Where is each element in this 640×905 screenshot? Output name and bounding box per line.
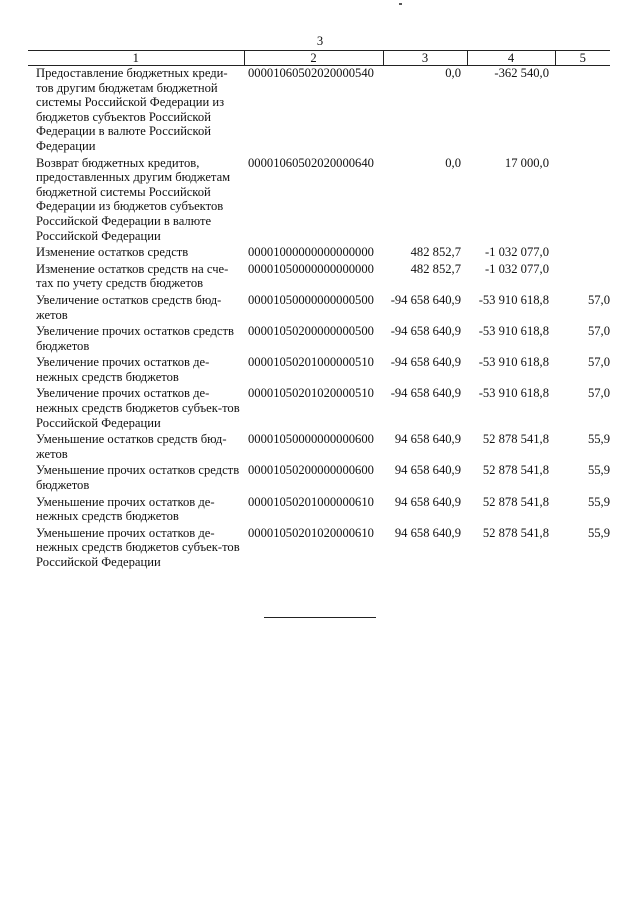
row-percent-cell: 55,9 xyxy=(587,494,610,509)
row-value-col3-cell: -94 658 640,9 xyxy=(390,324,461,339)
table-header-row xyxy=(28,51,610,66)
row-percent-cell xyxy=(555,262,610,293)
table-row xyxy=(28,324,610,355)
row-value-col3-cell: 94 658 640,9 xyxy=(394,432,461,447)
table-row xyxy=(28,386,610,432)
row-name-cell: Увеличение остатков средств бюд-жетов xyxy=(36,292,222,322)
table-row xyxy=(28,526,610,572)
scan-speck xyxy=(399,3,402,5)
row-percent-cell: 57,0 xyxy=(587,355,610,370)
row-value-col3-cell: 94 658 640,9 xyxy=(394,494,461,509)
column-header-5: 5 xyxy=(555,51,610,66)
row-name-cell: Возврат бюджетных кредитов, предоставленных другим бюджетам бюджетной системы Российской Федерации из бюджетов субъектов Российской Федерации в валюте Российской Федерации xyxy=(36,155,231,243)
table-row xyxy=(28,495,610,526)
row-value-col3-cell: 0,0 xyxy=(445,155,461,170)
column-header-1: 1 xyxy=(28,51,244,66)
table-row xyxy=(28,156,610,246)
row-value-col3-cell: 94 658 640,9 xyxy=(394,525,461,540)
row-value-col3-cell: 482 852,7 xyxy=(410,245,461,260)
row-code-cell: 00001050000000000000 xyxy=(248,261,374,276)
row-value-col3-cell: 94 658 640,9 xyxy=(394,463,461,478)
table-row xyxy=(28,245,610,262)
row-value-col4-cell: 52 878 541,8 xyxy=(482,494,549,509)
row-percent-cell: 57,0 xyxy=(587,324,610,339)
row-name-cell: Увеличение прочих остатков де-нежных средств бюджетов субъек-тов Российской Федерации xyxy=(36,386,240,430)
row-value-col3-cell: -94 658 640,9 xyxy=(390,292,461,307)
table-row xyxy=(28,293,610,324)
row-value-col4-cell: -1 032 077,0 xyxy=(484,245,549,260)
row-percent-cell: 55,9 xyxy=(587,432,610,447)
row-name-cell: Изменение остатков средств на сче-тах по учету средств бюджетов xyxy=(36,261,229,291)
column-header-2: 2 xyxy=(244,51,383,66)
row-value-col4-cell: -53 910 618,8 xyxy=(478,355,549,370)
row-code-cell: 00001050201020000510 xyxy=(248,386,374,401)
row-value-col4-cell: -362 540,0 xyxy=(494,66,549,80)
row-code-cell: 00001050201000000610 xyxy=(248,494,374,509)
table-row xyxy=(28,66,610,156)
row-code-cell: 00001050000000000600 xyxy=(248,432,374,447)
row-value-col3-cell: 0,0 xyxy=(445,66,461,80)
row-value-col4-cell: -53 910 618,8 xyxy=(478,292,549,307)
column-header-3: 3 xyxy=(383,51,467,66)
table-row xyxy=(28,355,610,386)
table-row xyxy=(28,463,610,494)
table-body xyxy=(28,66,610,572)
row-code-cell: 00001050201020000610 xyxy=(248,525,374,540)
row-percent-cell: 57,0 xyxy=(587,292,610,307)
row-value-col4-cell: -53 910 618,8 xyxy=(478,386,549,401)
row-code-cell: 00001060502020000640 xyxy=(248,155,374,170)
row-name-cell: Предоставление бюджетных креди-тов другим бюджетам бюджетной системы Российской Федерации из бюджетов субъектов Российской Федерации в валюте Российской Федерации xyxy=(36,66,228,153)
row-name-cell: Увеличение прочих остатков де-нежных средств бюджетов xyxy=(36,355,210,384)
row-percent-cell xyxy=(555,245,610,262)
row-value-col3-cell: -94 658 640,9 xyxy=(390,355,461,370)
column-header-4: 4 xyxy=(467,51,555,66)
row-code-cell: 00001000000000000000 xyxy=(248,245,374,260)
row-value-col4-cell: 52 878 541,8 xyxy=(482,463,549,478)
row-code-cell: 00001050000000000500 xyxy=(248,292,374,307)
table-row xyxy=(28,262,610,293)
end-rule xyxy=(264,617,376,618)
row-percent-cell: 55,9 xyxy=(587,463,610,478)
row-value-col4-cell: 52 878 541,8 xyxy=(482,525,549,540)
row-percent-cell: 57,0 xyxy=(587,386,610,401)
budget-sources-table xyxy=(28,50,610,572)
row-value-col4-cell: -53 910 618,8 xyxy=(478,324,549,339)
row-name-cell: Уменьшение прочих остатков средств бюджетов xyxy=(36,463,240,493)
row-name-cell: Увеличение прочих остатков средств бюджетов xyxy=(36,324,234,353)
row-code-cell: 00001050200000000600 xyxy=(248,463,374,478)
row-value-col4-cell: -1 032 077,0 xyxy=(484,261,549,276)
table-row xyxy=(28,432,610,463)
row-name-cell: Уменьшение остатков средств бюд-жетов xyxy=(36,432,227,461)
row-name-cell: Уменьшение прочих остатков де-нежных средств бюджетов субъек-тов Российской Федерации xyxy=(36,525,240,569)
row-name-cell: Изменение остатков средств xyxy=(36,245,189,260)
row-percent-cell xyxy=(555,66,610,156)
page-number: 3 xyxy=(316,34,324,48)
row-code-cell: 00001050200000000500 xyxy=(248,324,374,339)
row-value-col4-cell: 17 000,0 xyxy=(504,155,549,170)
row-percent-cell xyxy=(555,156,610,246)
row-name-cell: Уменьшение прочих остатков де-нежных средств бюджетов xyxy=(36,494,215,524)
row-value-col3-cell: -94 658 640,9 xyxy=(390,386,461,401)
row-percent-cell: 55,9 xyxy=(587,525,610,540)
row-value-col3-cell: 482 852,7 xyxy=(410,261,461,276)
row-code-cell: 00001060502020000540 xyxy=(248,66,374,80)
row-value-col4-cell: 52 878 541,8 xyxy=(482,432,549,447)
row-code-cell: 00001050201000000510 xyxy=(248,355,374,370)
